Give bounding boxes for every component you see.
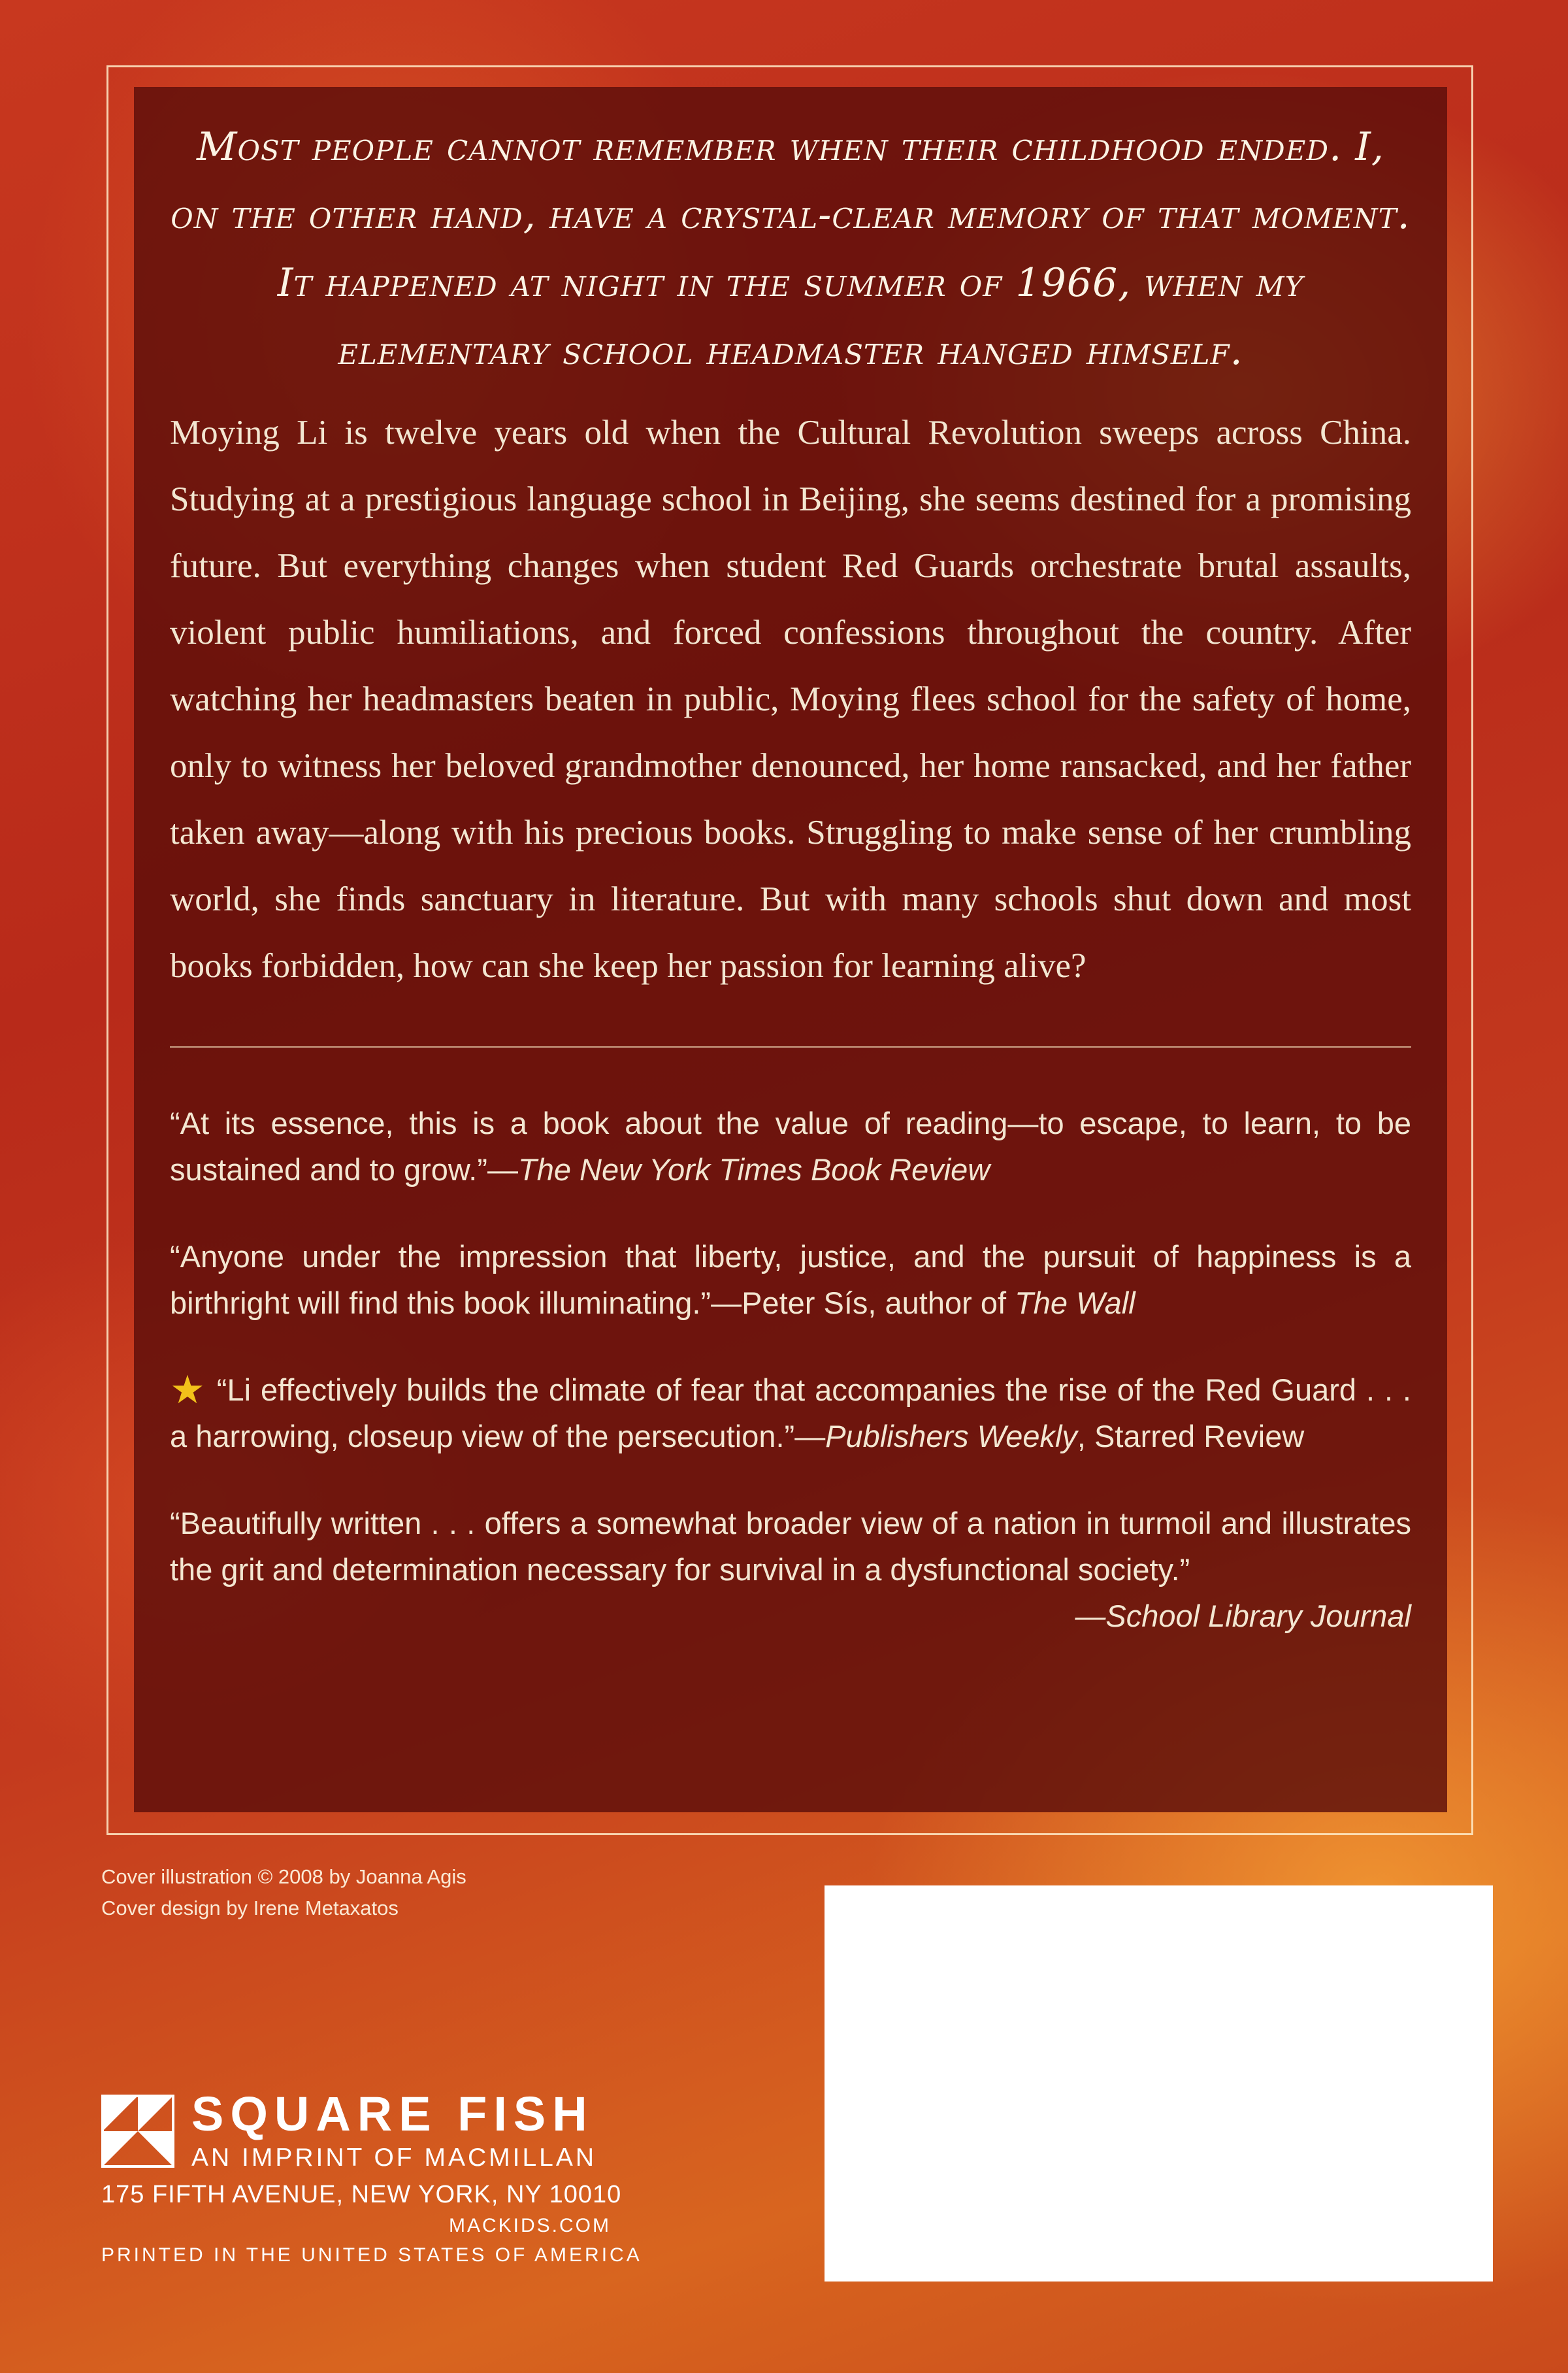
review-attribution: —Peter Sís, author of [711, 1286, 1015, 1320]
star-icon: ★ [170, 1368, 205, 1412]
text-panel [134, 87, 1447, 1812]
review-dash: — [794, 1419, 826, 1453]
publisher-details [101, 2178, 642, 2270]
review-source: The Wall [1015, 1286, 1135, 1320]
review-peter-sis [170, 1233, 1411, 1326]
publisher-website: MACKIDS.COM [448, 2215, 611, 2236]
design-credit: Cover design by Irene Metaxatos [101, 1897, 399, 1919]
opening-quote: Most people cannot remember when their childhood ended. I, on the other hand, have a crystal-clear memory of that moment. It happened at night in the summer of 1966, when my elementary school headmaster hanged himself. [171, 124, 1411, 374]
book-description: Moying Li is twelve years old when the Cultural Revolution sweeps across China. Studying at a prestigious language school in Beijing, she seems destined for a promising future. But everything changes when student Red Guards orchestrate brutal assaults, violent public humiliations, and forced confessions throughout the country. After watching her headmasters beaten in public, Moying flees school for the safety of home, only to witness her beloved grandmother denounced, her home ransacked, and her father taken away—along with his precious books. Struggling to make sense of her crumbling world, she finds sanctuary in literature. But with many schools shut down and most books forbidden, how can she keep her passion for learning alive? [170, 414, 1411, 985]
review-text: “Anyone under the impression that liberty, justice, and the pursuit of happiness is a birthright will find this book illuminating.” [170, 1239, 1411, 1320]
illustration-credit: Cover illustration © 2008 by Joanna Agis [101, 1865, 466, 1888]
review-source: Publishers Weekly [825, 1419, 1077, 1453]
publisher-name: SQUARE FISH [191, 2087, 594, 2141]
review-nyt [170, 1100, 1411, 1193]
review-source: The New York Times Book Review [517, 1152, 990, 1187]
cover-credits [101, 1861, 466, 1924]
review-text: “At its essence, this is a book about the value of reading—to escape, to learn, to be sustained and to grow.” [170, 1106, 1411, 1187]
review-school-library-journal [170, 1500, 1411, 1639]
review-suffix: , Starred Review [1077, 1419, 1305, 1453]
review-source: —School Library Journal [1075, 1599, 1411, 1633]
review-publishers-weekly [170, 1367, 1411, 1459]
publisher-imprint: AN IMPRINT OF MACMILLAN [191, 2144, 597, 2172]
review-text: “Li effectively builds the climate of fear that accompanies the rise of the Red Guard . . . a harrowing, closeup view of the persecution.” [170, 1372, 1411, 1453]
review-dash: — [487, 1152, 518, 1187]
publisher-address: 175 FIFTH AVENUE, NEW YORK, NY 10010 [101, 2181, 622, 2208]
review-text: “Beautifully written . . . offers a somewhat broader view of a nation in turmoil and illustrates the grit and determination necessary for survival in a dysfunctional society.” [170, 1506, 1411, 1587]
square-fish-logo-icon [101, 2095, 174, 2168]
barcode-area [825, 1885, 1493, 2282]
printed-in: PRINTED IN THE UNITED STATES OF AMERICA [101, 2244, 642, 2266]
divider [170, 1046, 1411, 1048]
